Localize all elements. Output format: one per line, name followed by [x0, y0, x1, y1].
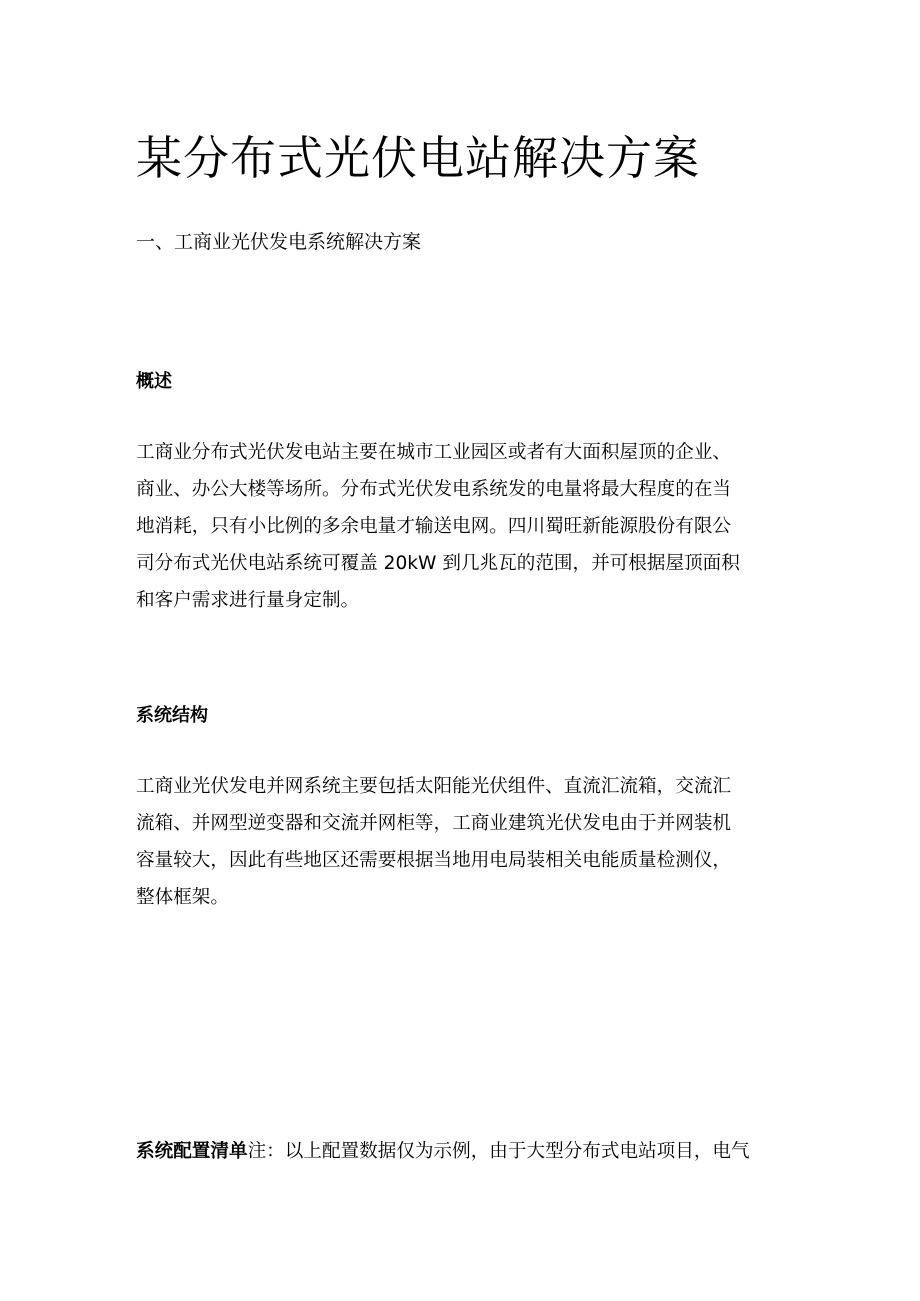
config-heading: 系统配置清单 — [136, 1141, 248, 1162]
config-section — [136, 1137, 750, 1167]
structure-paragraph — [136, 768, 790, 916]
section-subtitle: 一、工商业光伏发电系统解决方案 — [136, 231, 422, 253]
document-title: 某分布式光伏电站解决方案 — [136, 131, 700, 185]
structure-line: 容量较大，因此有些地区还需要根据当地用电局装相关电能质量检测仪， — [136, 850, 732, 871]
structure-line: 流箱、并网型逆变器和交流并网柜等，工商业建筑光伏发电由于并网装机 — [136, 813, 732, 834]
structure-line: 工商业光伏发电并网系统主要包括太阳能光伏组件、直流汇流箱，交流汇 — [136, 776, 732, 797]
config-note: 注：以上配置数据仅为示例，由于大型分布式电站项目，电气 — [247, 1141, 750, 1162]
structure-heading: 系统结构 — [136, 705, 208, 726]
structure-line: 整体框架。 — [136, 887, 229, 908]
overview-line: 地消耗，只有小比例的多余电量才输送电网。四川蜀旺新能源股份有限公 — [136, 516, 732, 537]
overview-heading: 概述 — [136, 371, 172, 392]
overview-paragraph — [136, 434, 790, 619]
overview-line: 司分布式光伏电站系统可覆盖 20kW 到几兆瓦的范围，并可根据屋顶面积 — [136, 553, 740, 574]
overview-line: 和客户需求进行量身定制。 — [136, 590, 360, 611]
overview-line: 工商业分布式光伏发电站主要在城市工业园区或者有大面积屋顶的企业、 — [136, 442, 732, 463]
overview-line: 商业、办公大楼等场所。分布式光伏发电系统发的电量将最大程度的在当 — [136, 479, 732, 500]
